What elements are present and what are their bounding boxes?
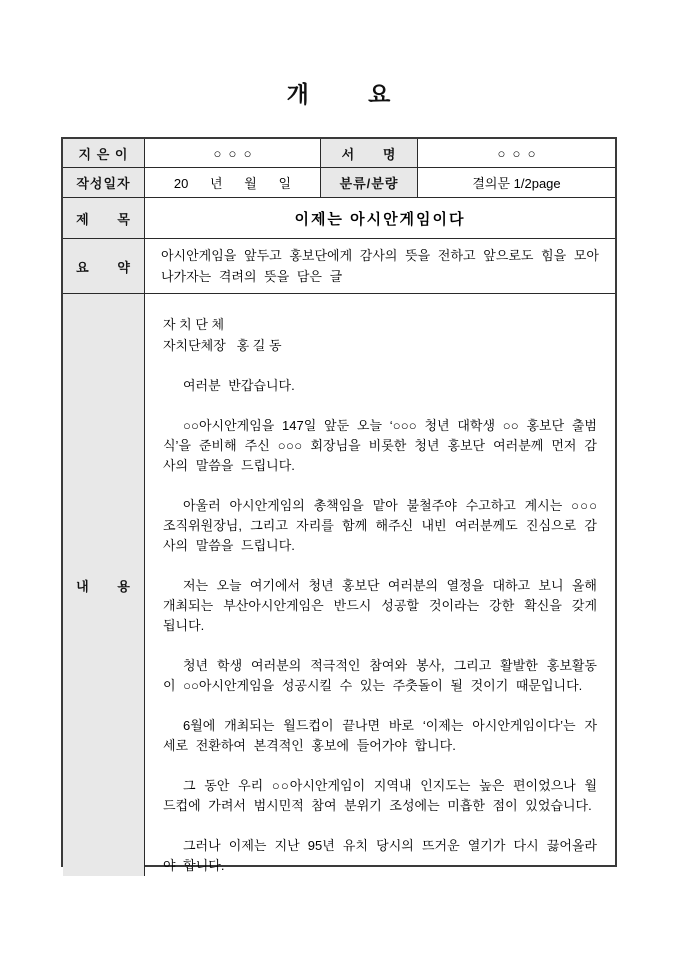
content-body [145, 294, 615, 876]
table-row-subject [63, 198, 615, 239]
subject-value: 이제는 아시안게임이다 [294, 210, 466, 228]
book-title-label: 서 명 [321, 139, 418, 167]
table-row-author [63, 139, 615, 168]
overview-table [61, 137, 617, 873]
table-row-content [63, 294, 615, 876]
content-paragraph: 아울러 아시안게임의 총책임을 맡아 불철주야 수고하고 계시는 ○○○ 조직위원장님, 그리고 자리를 함께 해주신 내빈 여러분께도 진심으로 감사의 말씀을 드립니다. [163, 498, 597, 553]
content-paragraph: 6월에 개최되는 월드컵이 끝나면 바로 ‘이제는 아시안게임이다’는 자세로 전환하여 본격적인 홍보에 들어가야 합니다. [163, 718, 597, 753]
summary-label: 요 약 [63, 239, 145, 293]
subject-label: 제 목 [63, 198, 145, 238]
content-paragraph: ○○아시안게임을 147일 앞둔 오늘 ‘○○○ 청년 대학생 ○○ 홍보단 출범식’을 준비해 주신 ○○○ 회장님을 비롯한 청년 홍보단 여러분께 먼저 감사의 말씀을 드립니다. [163, 418, 597, 473]
category-value: 결의문 1/2page [472, 176, 561, 191]
content-paragraph: 그러나 이제는 지난 95년 유치 당시의 뜨거운 열기가 다시 끓어올라야 합니다. [163, 838, 597, 873]
content-paragraph: 청년 학생 여러분의 적극적인 참여와 봉사, 그리고 활발한 홍보활동이 ○○아시안게임을 성공시킬 수 있는 주춧돌이 될 것이기 때문입니다. [163, 658, 597, 693]
date-label: 작성일자 [63, 168, 145, 197]
content-paragraph: 그 동안 우리 ○○아시안게임이 지역내 인지도는 높은 편이었으나 월드컵에 가려서 범시민적 참여 분위기 조성에는 미흡한 점이 있었습니다. [163, 778, 597, 813]
table-row-summary [63, 239, 615, 294]
table-row-date [63, 168, 615, 198]
summary-value: 아시안게임을 앞두고 홍보단에게 감사의 뜻을 전하고 앞으로도 힘을 모아나가자는 격려의 뜻을 담은 글 [161, 248, 599, 284]
content-org-line: 자 치 단 체 [163, 317, 225, 332]
page-title: 개 요 [286, 81, 394, 107]
content-paragraph: 저는 오늘 여기에서 청년 홍보단 여러분의 열정을 대하고 보니 올해 개최되는 부산아시안게임은 반드시 성공할 것이라는 강한 확신을 갖게 됩니다. [163, 578, 597, 633]
content-paragraphs [163, 376, 597, 876]
content-head-line: 자치단체장 홍 길 동 [163, 338, 282, 353]
content-paragraph: 여러분 반갑습니다. [183, 378, 295, 393]
author-value: ○ ○ ○ [145, 139, 321, 167]
content-label: 내 용 [63, 294, 145, 876]
date-value: 20 년 월 일 [145, 168, 321, 197]
content-name-block [163, 314, 597, 356]
author-label: 지 은 이 [63, 139, 145, 167]
category-label: 분류/분량 [321, 168, 418, 197]
book-title-value: ○ ○ ○ [497, 145, 536, 161]
